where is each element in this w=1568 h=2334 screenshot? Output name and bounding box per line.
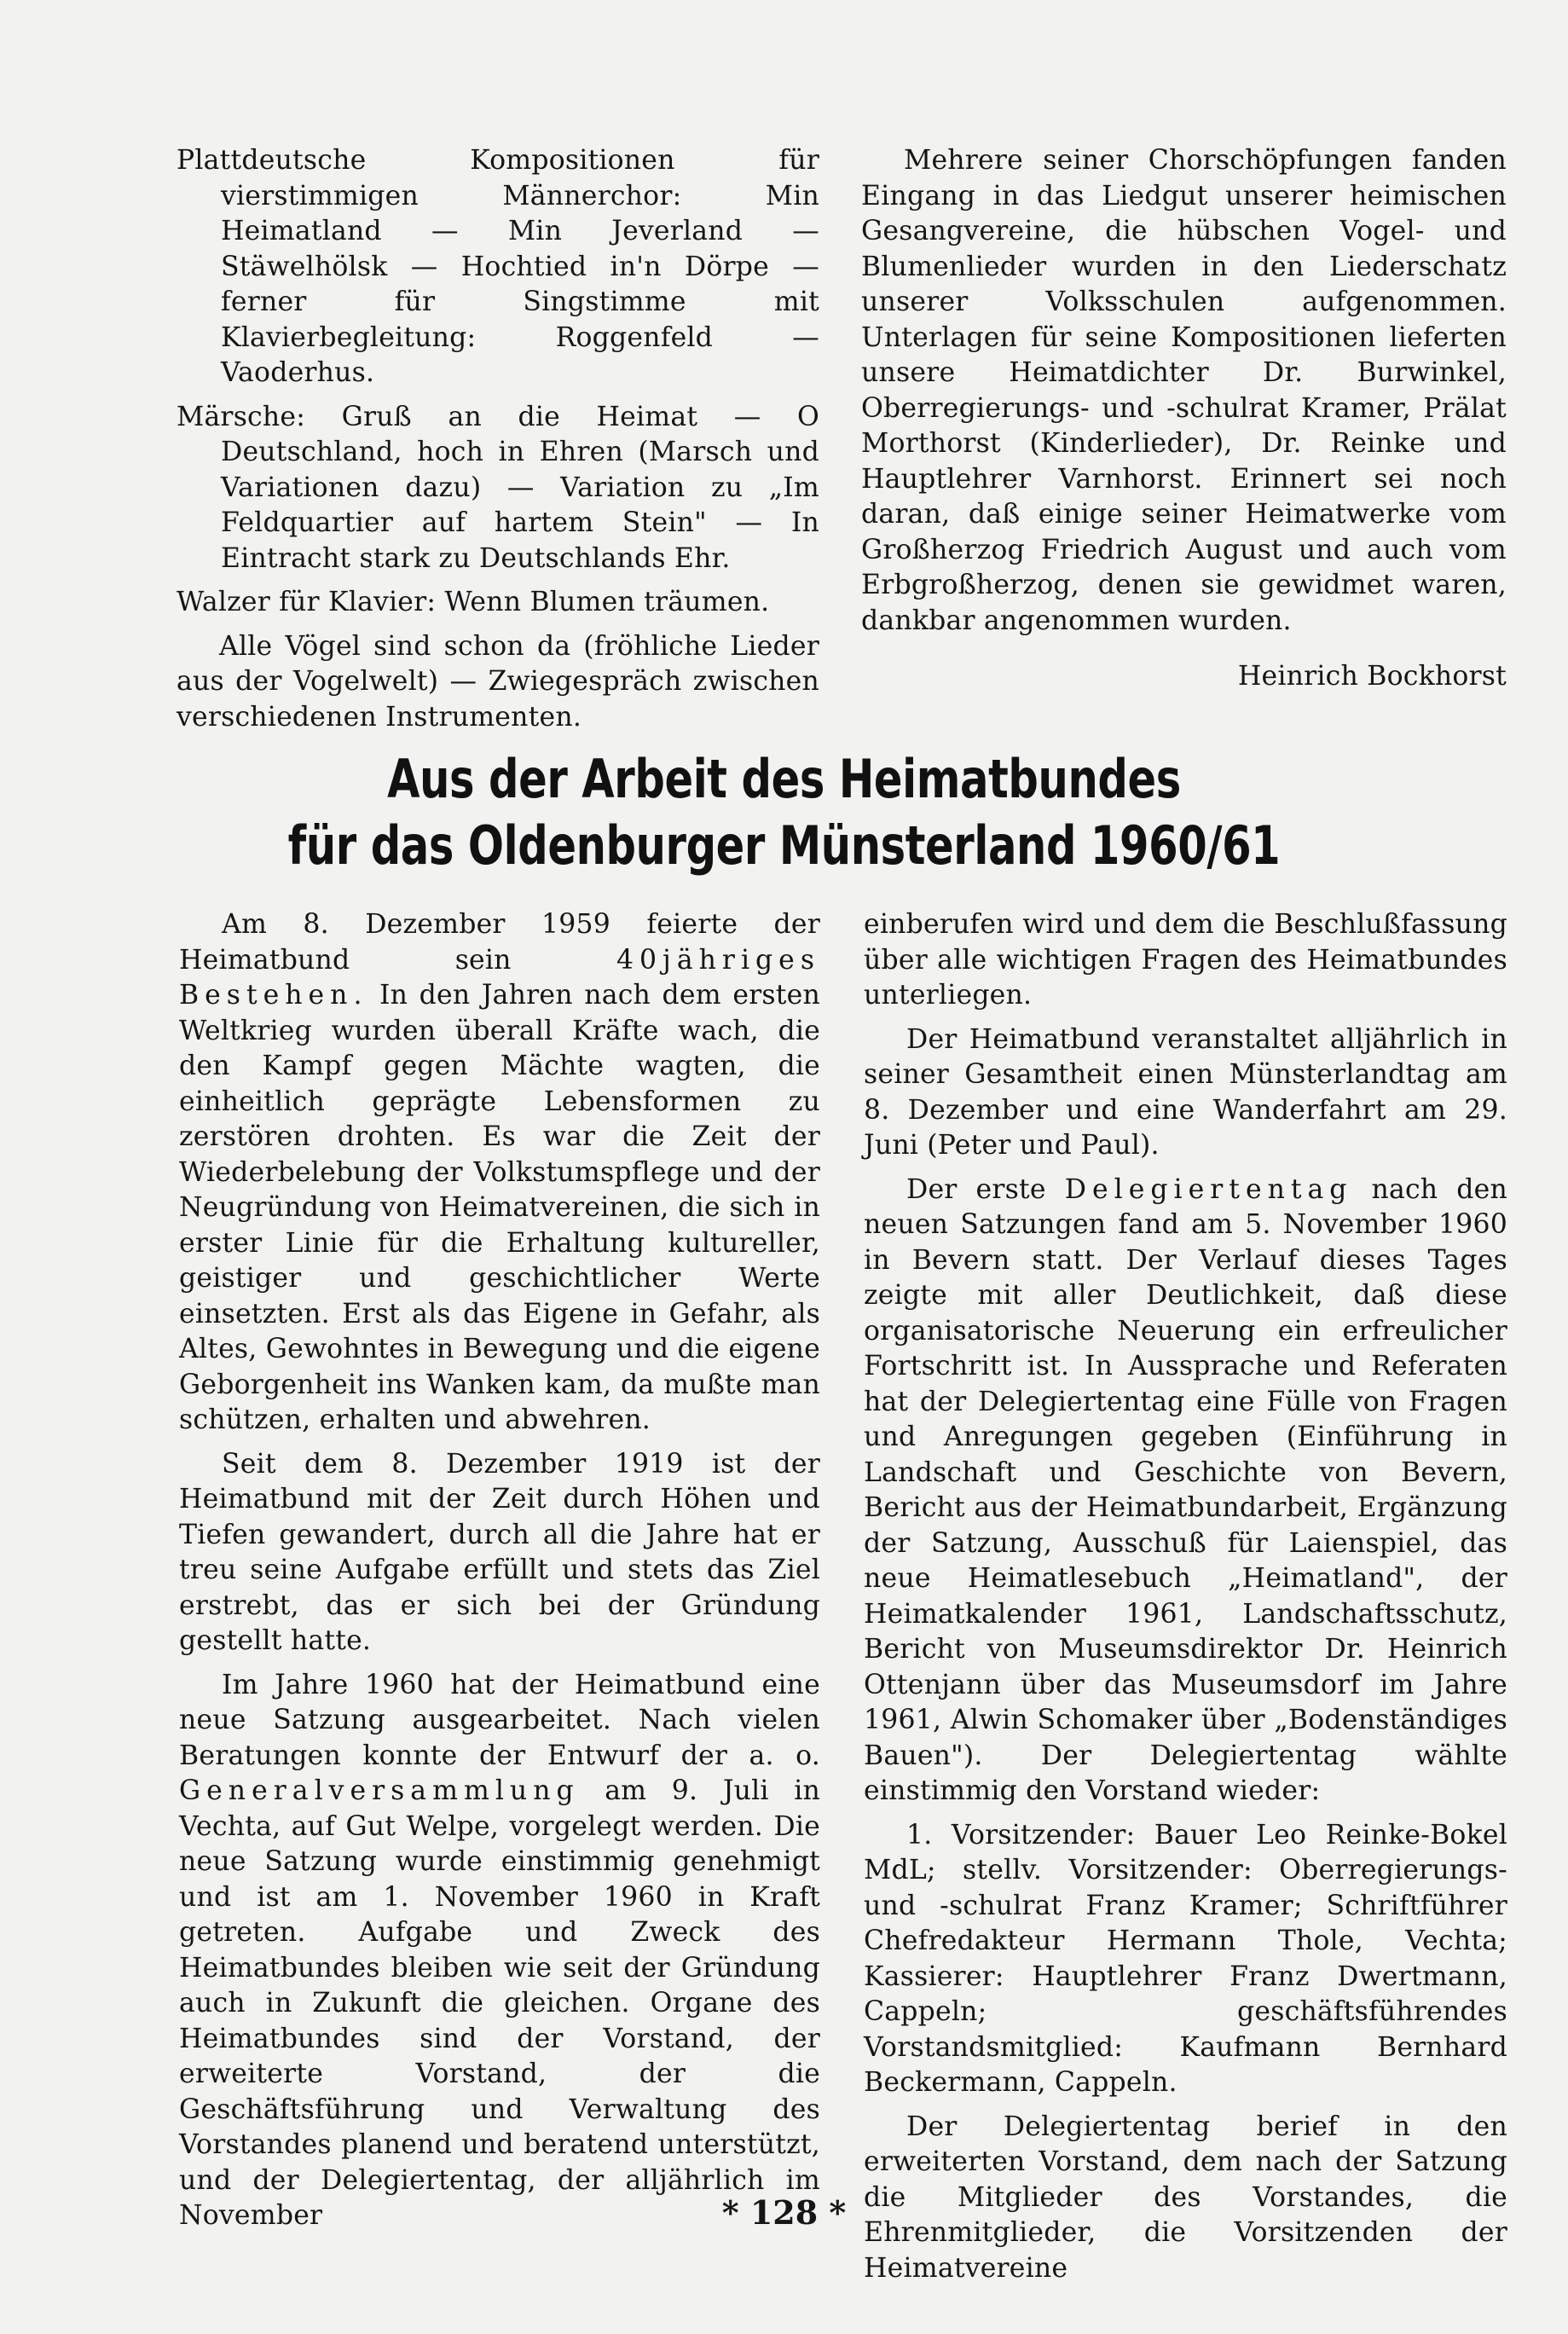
page-number: * 128 * bbox=[721, 2193, 847, 2232]
statute-text-b: am 9. Juli in Vechta, auf Gut Welpe, vorgelegt werden. Die neue Satzung wurde einstimmig genehmigt und ist am 1. November 1960 in Kraft getreten. Aufgabe und Zweck des Heimatbundes bleiben wie seit der Gründung auch in Zukunft die gleichen. Organe des Heimatbundes sind der Vorstand, der erweiterte Vorstand, der die Geschäftsführung und Verwaltung des Vorstandes planend und beratend unterstützt, und der Delegiertentag, der alljährlich im November bbox=[179, 1775, 820, 2231]
article-paragraph-extended-board: Der Delegiertentag berief in den erweiterten Vorstand, dem nach der Satzung die Mitglieder des Vorstandes, die Ehrenmitglieder, die Vorsitzenden der Heimatvereine bbox=[864, 2111, 1507, 2284]
article-paragraph-anniversary bbox=[179, 907, 820, 1439]
article-title-line-1: Aus der Arbeit des Heimatbundes bbox=[387, 748, 1181, 810]
statute-text-a: Im Jahre 1960 hat der Heimatbund eine neue Satzung ausgearbeitet. Nach vielen Beratungen konnte der Entwurf der a. o. bbox=[179, 1669, 820, 1771]
article-paragraph-events: Der Heimatbund veranstaltet alljährlich in seiner Gesamtheit einen Münsterlandtag am 8. Dezember und eine Wanderfahrt am 29. Juni (Peter und Paul). bbox=[864, 1023, 1507, 1161]
article-paragraph-since-1919: Seit dem 8. Dezember 1919 ist der Heimatbund mit der Zeit durch Höhen und Tiefen gewandert, durch all die Jahre hat er treu seine Aufgabe erfüllt und stets das Ziel erstrebt, das er sich bei der Gründung gestellt hatte. bbox=[179, 1448, 820, 1656]
marches-paragraph: Märsche: Gruß an die Heimat — O Deutschland, hoch in Ehren (Marsch und Variationen dazu) — Variation zu „Im Feldquartier auf hartem Stein" — In Eintracht stark zu Deutschlands Ehr. bbox=[176, 401, 819, 574]
choir-works-paragraph: Mehrere seiner Chorschöpfungen fanden Eingang in das Liedgut unserer heimischen Gesangvereine, die hübschen Vogel- und Blumenlieder wurden in den Liederschatz unserer Volksschulen aufgenommen. Unterlagen für seine Kompositionen lieferten unsere Heimatdichter Dr. Burwinkel, Oberregierungs- und -schulrat Kramer, Prälat Morthorst (Kinderlieder), Dr. Reinke und Hauptlehrer Varnhorst. Erinnert sei noch daran, daß einige seiner Heimatwerke vom Großherzog Friedrich August und auch vom Erbgroßherzog, denen sie gewidmet waren, dankbar angenommen wurden. bbox=[861, 145, 1507, 636]
article-paragraph-board: 1. Vorsitzender: Bauer Leo Reinke-Bokel MdL; stellv. Vorsitzender: Oberregierungs- und -schulrat Franz Kramer; Schriftführer Chefredakteur Hermann Thole, Vechta; Kassierer: Hauptlehrer Franz Dwertmann, Cappeln; geschäftsführendes Vorstandsmitglied: Kaufmann Bernhard Beckermann, Cappeln. bbox=[864, 1819, 1507, 2098]
compositions-paragraph: Plattdeutsche Kompositionen für vierstimmigen Männerchor: Min Heimatland — Min Jeverland — Stäwelhölsk — Hochtied in'n Dörpe — ferner für Singstimme mit Klavierbegleitung: Roggenfeld — Vaoderhus. bbox=[176, 145, 819, 388]
birds-paragraph: Alle Vögel sind schon da (fröhliche Lieder aus der Vogelwelt) — Zwiegespräch zwischen verschiedenen Instrumenten. bbox=[176, 630, 819, 733]
article-title-line-2: für das Oldenburger Münsterland 1960/61 bbox=[287, 814, 1281, 877]
statute-spaced-text: Generalversammlung bbox=[179, 1775, 580, 1806]
author-signature: Heinrich Bockhorst bbox=[1237, 661, 1507, 692]
article-left-column bbox=[179, 907, 820, 2243]
top-right-column bbox=[861, 143, 1507, 704]
delegates-spaced-text: Delegiertentag bbox=[1064, 1173, 1353, 1205]
article-paragraph-new-statute bbox=[179, 1668, 820, 2234]
anniversary-text-a: Am 8. Dezember 1959 feierte der Heimatbund sein bbox=[179, 909, 820, 976]
anniversary-spaced-text: 40jähriges Bestehen. bbox=[179, 944, 820, 1011]
article-right-column bbox=[864, 907, 1507, 2295]
delegates-text-a: Der erste bbox=[906, 1173, 1065, 1205]
delegates-text-b: nach den neuen Satzungen fand am 5. November 1960 in Bevern statt. Der Verlauf dieses Tages zeigte mit aller Deutlichkeit, daß diese organisatorische Neuerung ein erfreulicher Fortschritt ist. In Aussprache und Referaten hat der Delegiertentag eine Fülle von Fragen und Anregungen gegeben (Einführung in Landschaft und Geschichte von Bevern, Bericht aus der Heimatbundarbeit, Ergänzung der Satzung, Ausschuß für Laienspiel, das neue Heimatlesebuch „Heimatland", der Heimatkalender 1961, Landschaftsschutz, Bericht von Museumsdirektor Dr. Heinrich Ottenjann über das Museumsdorf im Jahre 1961, Alwin Schomaker über „Bodenständiges Bauen"). Der Delegiertentag wählte einstimmig den Vorstand wieder: bbox=[864, 1173, 1507, 1806]
top-left-column bbox=[176, 143, 819, 744]
article-paragraph-convened: einberufen wird und dem die Beschlußfassung über alle wichtigen Fragen des Heimatbundes unterliegen. bbox=[864, 909, 1507, 1011]
article-paragraph-delegates-day bbox=[864, 1173, 1507, 1810]
waltz-paragraph: Walzer für Klavier: Wenn Blumen träumen. bbox=[176, 587, 770, 617]
anniversary-text-b: In den Jahren nach dem ersten Weltkrieg wurden überall Kräfte wach, die den Kampf gegen Mächte wagten, die einheitlich geprägte Lebensformen zu zerstören drohten. Es war die Zeit der Wiederbelebung der Volkstumspflege und der Neugründung von Heimatvereinen, die sich in erster Linie für die Erhaltung kultureller, geistiger und geschichtlicher Werte einsetzten. Erst als das Eigene in Gefahr, als Altes, Gewohntes in Bewegung und die eigene Geborgenheit ins Wanken kam, da mußte man schützen, erhalten und abwehren. bbox=[179, 980, 820, 1435]
